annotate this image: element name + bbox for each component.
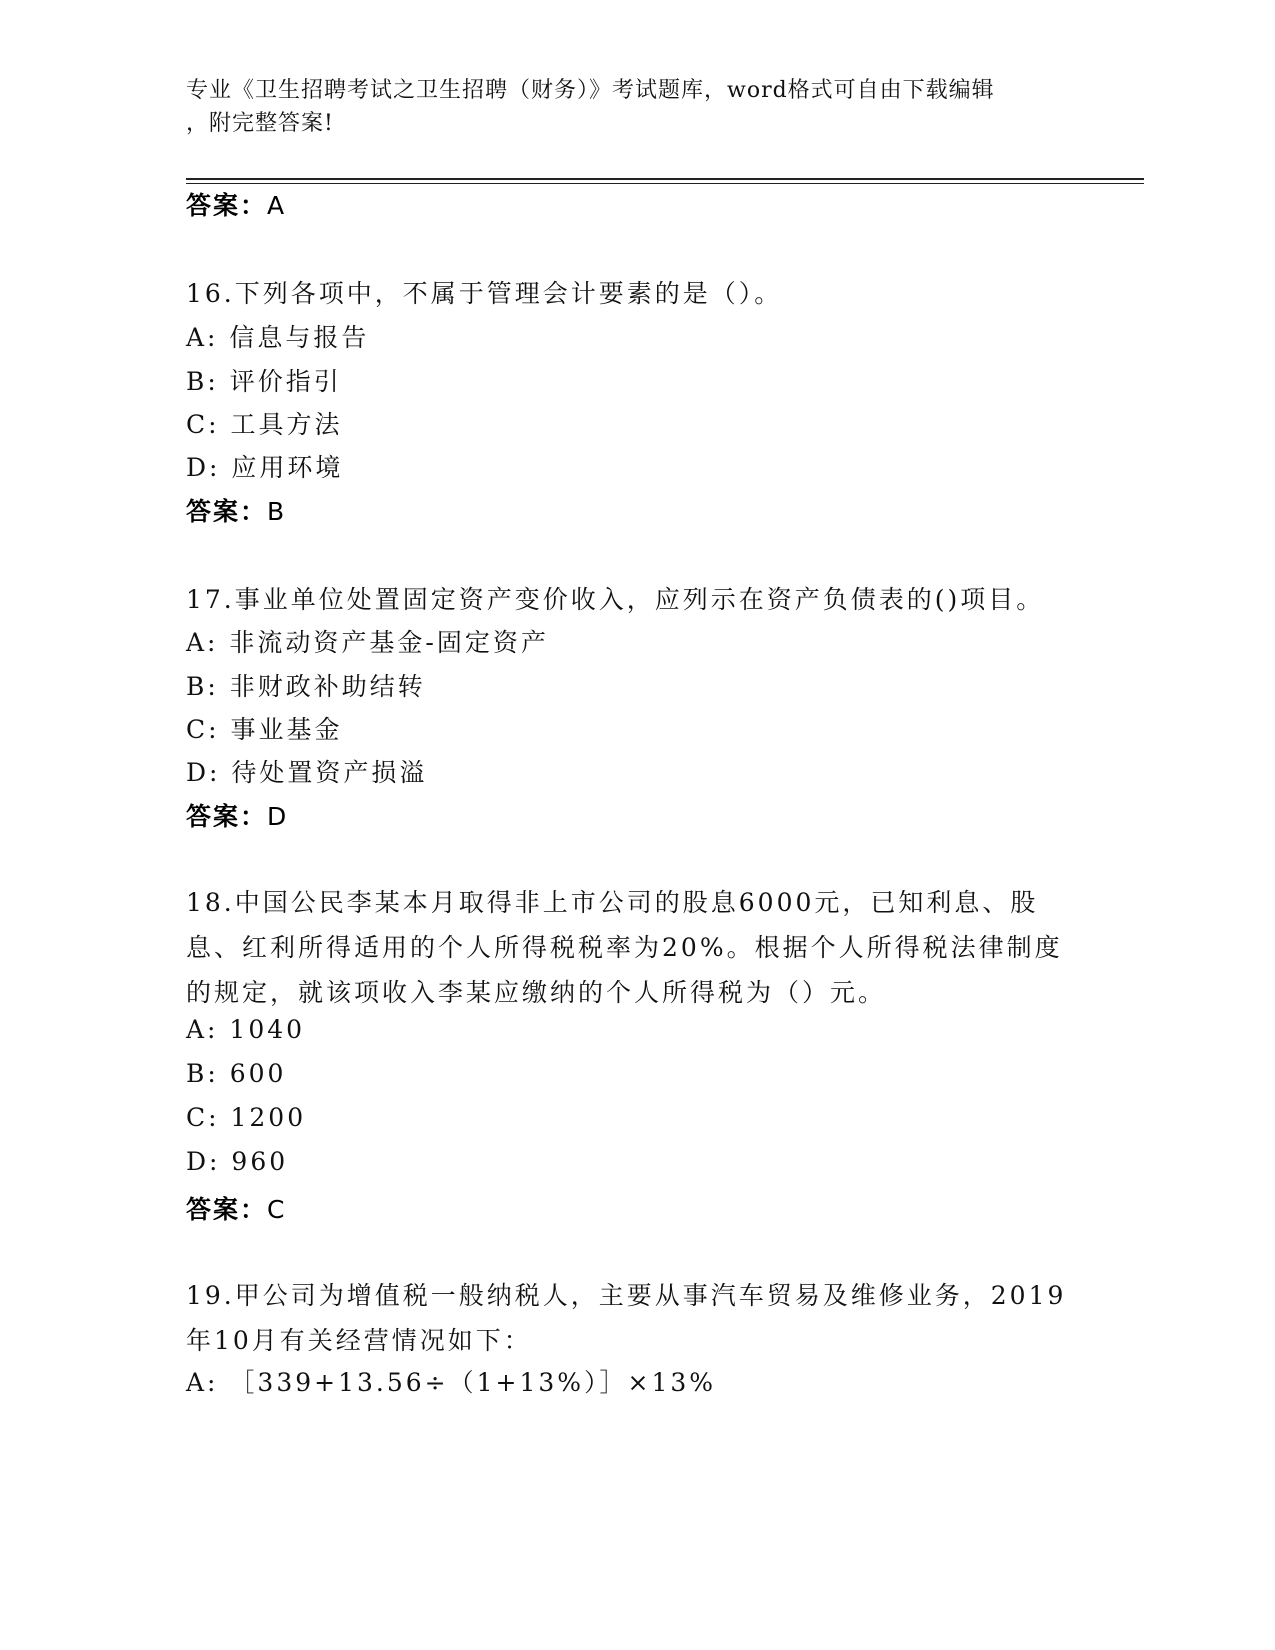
- question-17-option-d: D: 待处置资产损溢: [186, 758, 428, 787]
- question-16-answer: [186, 492, 286, 528]
- question-16-option-a: A: 信息与报告: [186, 323, 370, 352]
- question-18-option-b: B: 600: [186, 1059, 287, 1088]
- header-line-1: 专业《卫生招聘考试之卫生招聘（财务）》考试题库，word格式可自由下载编辑: [186, 78, 995, 103]
- question-17-option-b: B: 非财政补助结转: [186, 672, 426, 701]
- answer-label: 答案：: [186, 1195, 268, 1224]
- question-16-option-c: C: 工具方法: [186, 410, 343, 439]
- question-16-option-b: B: 评价指引: [186, 367, 342, 396]
- answer-value: B: [267, 497, 287, 526]
- answer-prev: [186, 186, 286, 222]
- answer-label: 答案：: [186, 802, 268, 831]
- question-17-option-c: C: 事业基金: [186, 715, 343, 744]
- answer-value: D: [267, 802, 289, 831]
- answer-value: A: [267, 191, 287, 220]
- document-header: [186, 74, 1066, 140]
- question-18-option-c: C: 1200: [186, 1103, 307, 1132]
- question-16-option-d: D: 应用环境: [186, 453, 344, 482]
- question-18-option-d: D: 960: [186, 1147, 289, 1176]
- question-18-stem: 18.中国公民李某本月取得非上市公司的股息6000元，已知利息、股息、红利所得适用的个人所得税税率为20%。根据个人所得税法律制度的规定，就该项收入李某应缴纳的个人所得税为（）元。: [186, 888, 1063, 1007]
- question-17-option-a: A: 非流动资产基金-固定资产: [186, 628, 549, 657]
- question-18-answer: [186, 1190, 286, 1226]
- answer-value: C: [267, 1195, 287, 1224]
- question-18-option-a: A: 1040: [186, 1015, 306, 1044]
- header-line-2: ，附完整答案!: [186, 111, 334, 136]
- header-divider-thick: [186, 178, 1144, 180]
- answer-label: 答案：: [186, 497, 268, 526]
- question-19-option-a: A: ［339+13.56÷（1+13%）］×13%: [186, 1368, 717, 1397]
- answer-label: 答案：: [186, 191, 268, 220]
- question-16-stem: 16.下列各项中，不属于管理会计要素的是（）。: [186, 279, 783, 308]
- header-divider-thin: [186, 183, 1144, 184]
- question-17-stem: 17.事业单位处置固定资产变价收入，应列示在资产负债表的()项目。: [186, 585, 1045, 614]
- question-19-stem: 19.甲公司为增值税一般纳税人，主要从事汽车贸易及维修业务，2019年10月有关经营情况如下：: [186, 1281, 1067, 1355]
- question-17-answer: [186, 797, 288, 833]
